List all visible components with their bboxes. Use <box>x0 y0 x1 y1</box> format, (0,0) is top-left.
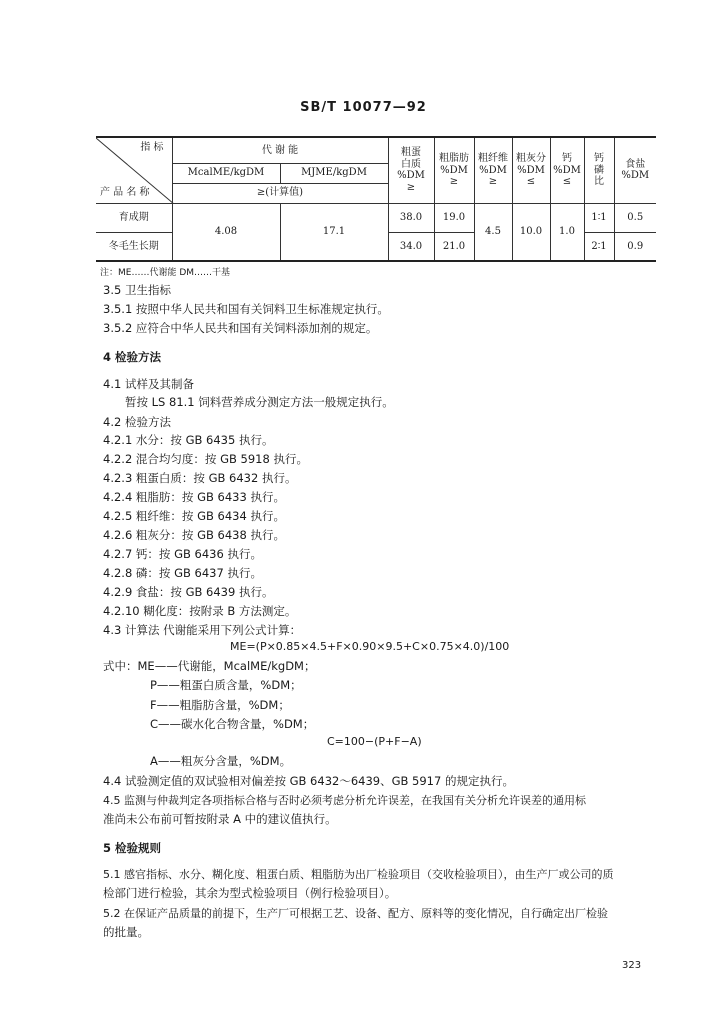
me-mj-value: 17.1 <box>280 203 388 261</box>
salt-value: 0.9 <box>614 232 656 261</box>
section-3-5: 3.5 卫生指标 <box>103 283 171 297</box>
clause-4-2-3: 4.2.3 粗蛋白质：按 GB 6432 执行。 <box>103 471 297 485</box>
section-5-2: 5.2 在保证产品质量的前提下，生产厂可根据工艺、设备、配方、原料等的变化情况，自行确定出厂检验 <box>103 907 608 920</box>
where-me: 式中：ME——代谢能，McalME/kgDM； <box>103 659 316 673</box>
fiber-value: 4.5 <box>474 203 512 261</box>
clause-3-5-2: 3.5.2 应符合中华人民共和国有关饲料添加剂的规定。 <box>103 321 378 335</box>
section-5-1-cont: 检部门进行检验，其余为型式检验项目（例行检验项目）。 <box>103 886 397 900</box>
clause-4-2-5: 4.2.5 粗纤维：按 GB 6434 执行。 <box>103 509 285 523</box>
section-4-5-cont: 准尚未公布前可暂按附录 A 中的建议值执行。 <box>103 812 337 826</box>
section-4-5: 4.5 监测与仲裁判定各项指标合格与否时必须考虑分析允许误差，在我国有关分析允许误差的通用标 <box>103 794 586 807</box>
me-formula: ME=(P×0.85×4.5+F×0.90×9.5+C×0.75×4.0)/100 <box>230 640 510 653</box>
nutrition-spec-table <box>96 136 656 262</box>
clause-4-2-7: 4.2.7 钙：按 GB 6436 执行。 <box>103 547 262 561</box>
heading-4: 4 检验方法 <box>103 350 162 364</box>
clause-4-2-1: 4.2.1 水分：按 GB 6435 执行。 <box>103 433 274 447</box>
col-calcium-header: 钙 %DM ≤ <box>550 137 584 203</box>
col-ash-header: 粗灰分 %DM ≤ <box>512 137 550 203</box>
fat-value: 19.0 <box>434 203 474 232</box>
fat-value: 21.0 <box>434 232 474 261</box>
table-corner-cell <box>96 137 172 203</box>
calc-note-header: ≥(计算值) <box>172 183 388 203</box>
clause-4-2-2: 4.2.2 混合均匀度：按 GB 5918 执行。 <box>103 452 308 466</box>
ratio-value: 1∶1 <box>584 203 614 232</box>
para-4-1: 暂按 LS 81.1 饲料营养成分测定方法一般规定执行。 <box>125 395 394 409</box>
section-4-2: 4.2 检验方法 <box>103 415 171 429</box>
me-mj-header: MJME/kgDM <box>280 163 388 183</box>
clause-4-2-6: 4.2.6 粗灰分：按 GB 6438 执行。 <box>103 528 285 542</box>
table-row <box>96 203 656 232</box>
salt-value: 0.5 <box>614 203 656 232</box>
corner-indicator-label: 指 标 <box>140 142 164 153</box>
protein-value: 38.0 <box>388 203 434 232</box>
table-note: 注：ME……代谢能 DM……干基 <box>100 268 231 278</box>
clause-4-2-9: 4.2.9 食盐：按 GB 6439 执行。 <box>103 585 274 599</box>
carb-formula: C=100−(P+F−A) <box>327 735 422 748</box>
col-fat-header: 粗脂肪 %DM ≥ <box>434 137 474 203</box>
clause-4-2-4: 4.2.4 粗脂肪：按 GB 6433 执行。 <box>103 490 285 504</box>
col-ca-p-ratio-header: 钙 磷 比 <box>584 137 614 203</box>
row-name: 冬毛生长期 <box>96 232 172 261</box>
protein-value: 34.0 <box>388 232 434 261</box>
me-mcal-header: McalME/kgDM <box>172 163 280 183</box>
section-4-1: 4.1 试样及其制备 <box>103 377 194 391</box>
section-4-3: 4.3 计算法 代谢能采用下列公式计算： <box>103 623 302 637</box>
clause-4-2-8: 4.2.8 磷：按 GB 6437 执行。 <box>103 566 262 580</box>
col-salt-header: 食盐 %DM <box>614 137 656 203</box>
section-5-1: 5.1 感官指标、水分、糊化度、粗蛋白质、粗脂肪为出厂检验项目（交收检验项目），由生产厂或公司的质 <box>103 868 614 881</box>
where-p: P——粗蛋白质含量，%DM； <box>150 678 302 692</box>
section-5-2-cont: 的批量。 <box>103 925 149 939</box>
standard-header: SB/T 10077—92 <box>300 100 427 115</box>
clause-3-5-1: 3.5.1 按照中华人民共和国有关饲料卫生标准规定执行。 <box>103 302 389 316</box>
row-name: 育成期 <box>96 203 172 232</box>
heading-5: 5 检验规则 <box>103 841 162 855</box>
ash-value: 10.0 <box>512 203 550 261</box>
corner-product-label: 产 品 名 称 <box>100 187 150 198</box>
me-mcal-value: 4.08 <box>172 203 280 261</box>
page-number: 323 <box>622 960 642 971</box>
calcium-value: 1.0 <box>550 203 584 261</box>
where-f: F——粗脂肪含量，%DM； <box>150 698 290 712</box>
me-group-header: 代 谢 能 <box>172 137 388 163</box>
ratio-value: 2∶1 <box>584 232 614 261</box>
clause-4-2-10: 4.2.10 糊化度：按附录 B 方法测定。 <box>103 604 297 618</box>
col-protein-header: 粗蛋 白质 %DM ≥ <box>388 137 434 203</box>
where-a: A——粗灰分含量，%DM。 <box>150 754 292 768</box>
where-c: C——碳水化合物含量，%DM； <box>150 717 315 731</box>
section-4-4: 4.4 试验测定值的双试验相对偏差按 GB 6432～6439、GB 5917 的规定执行。 <box>103 774 514 788</box>
col-fiber-header: 粗纤维 %DM ≥ <box>474 137 512 203</box>
